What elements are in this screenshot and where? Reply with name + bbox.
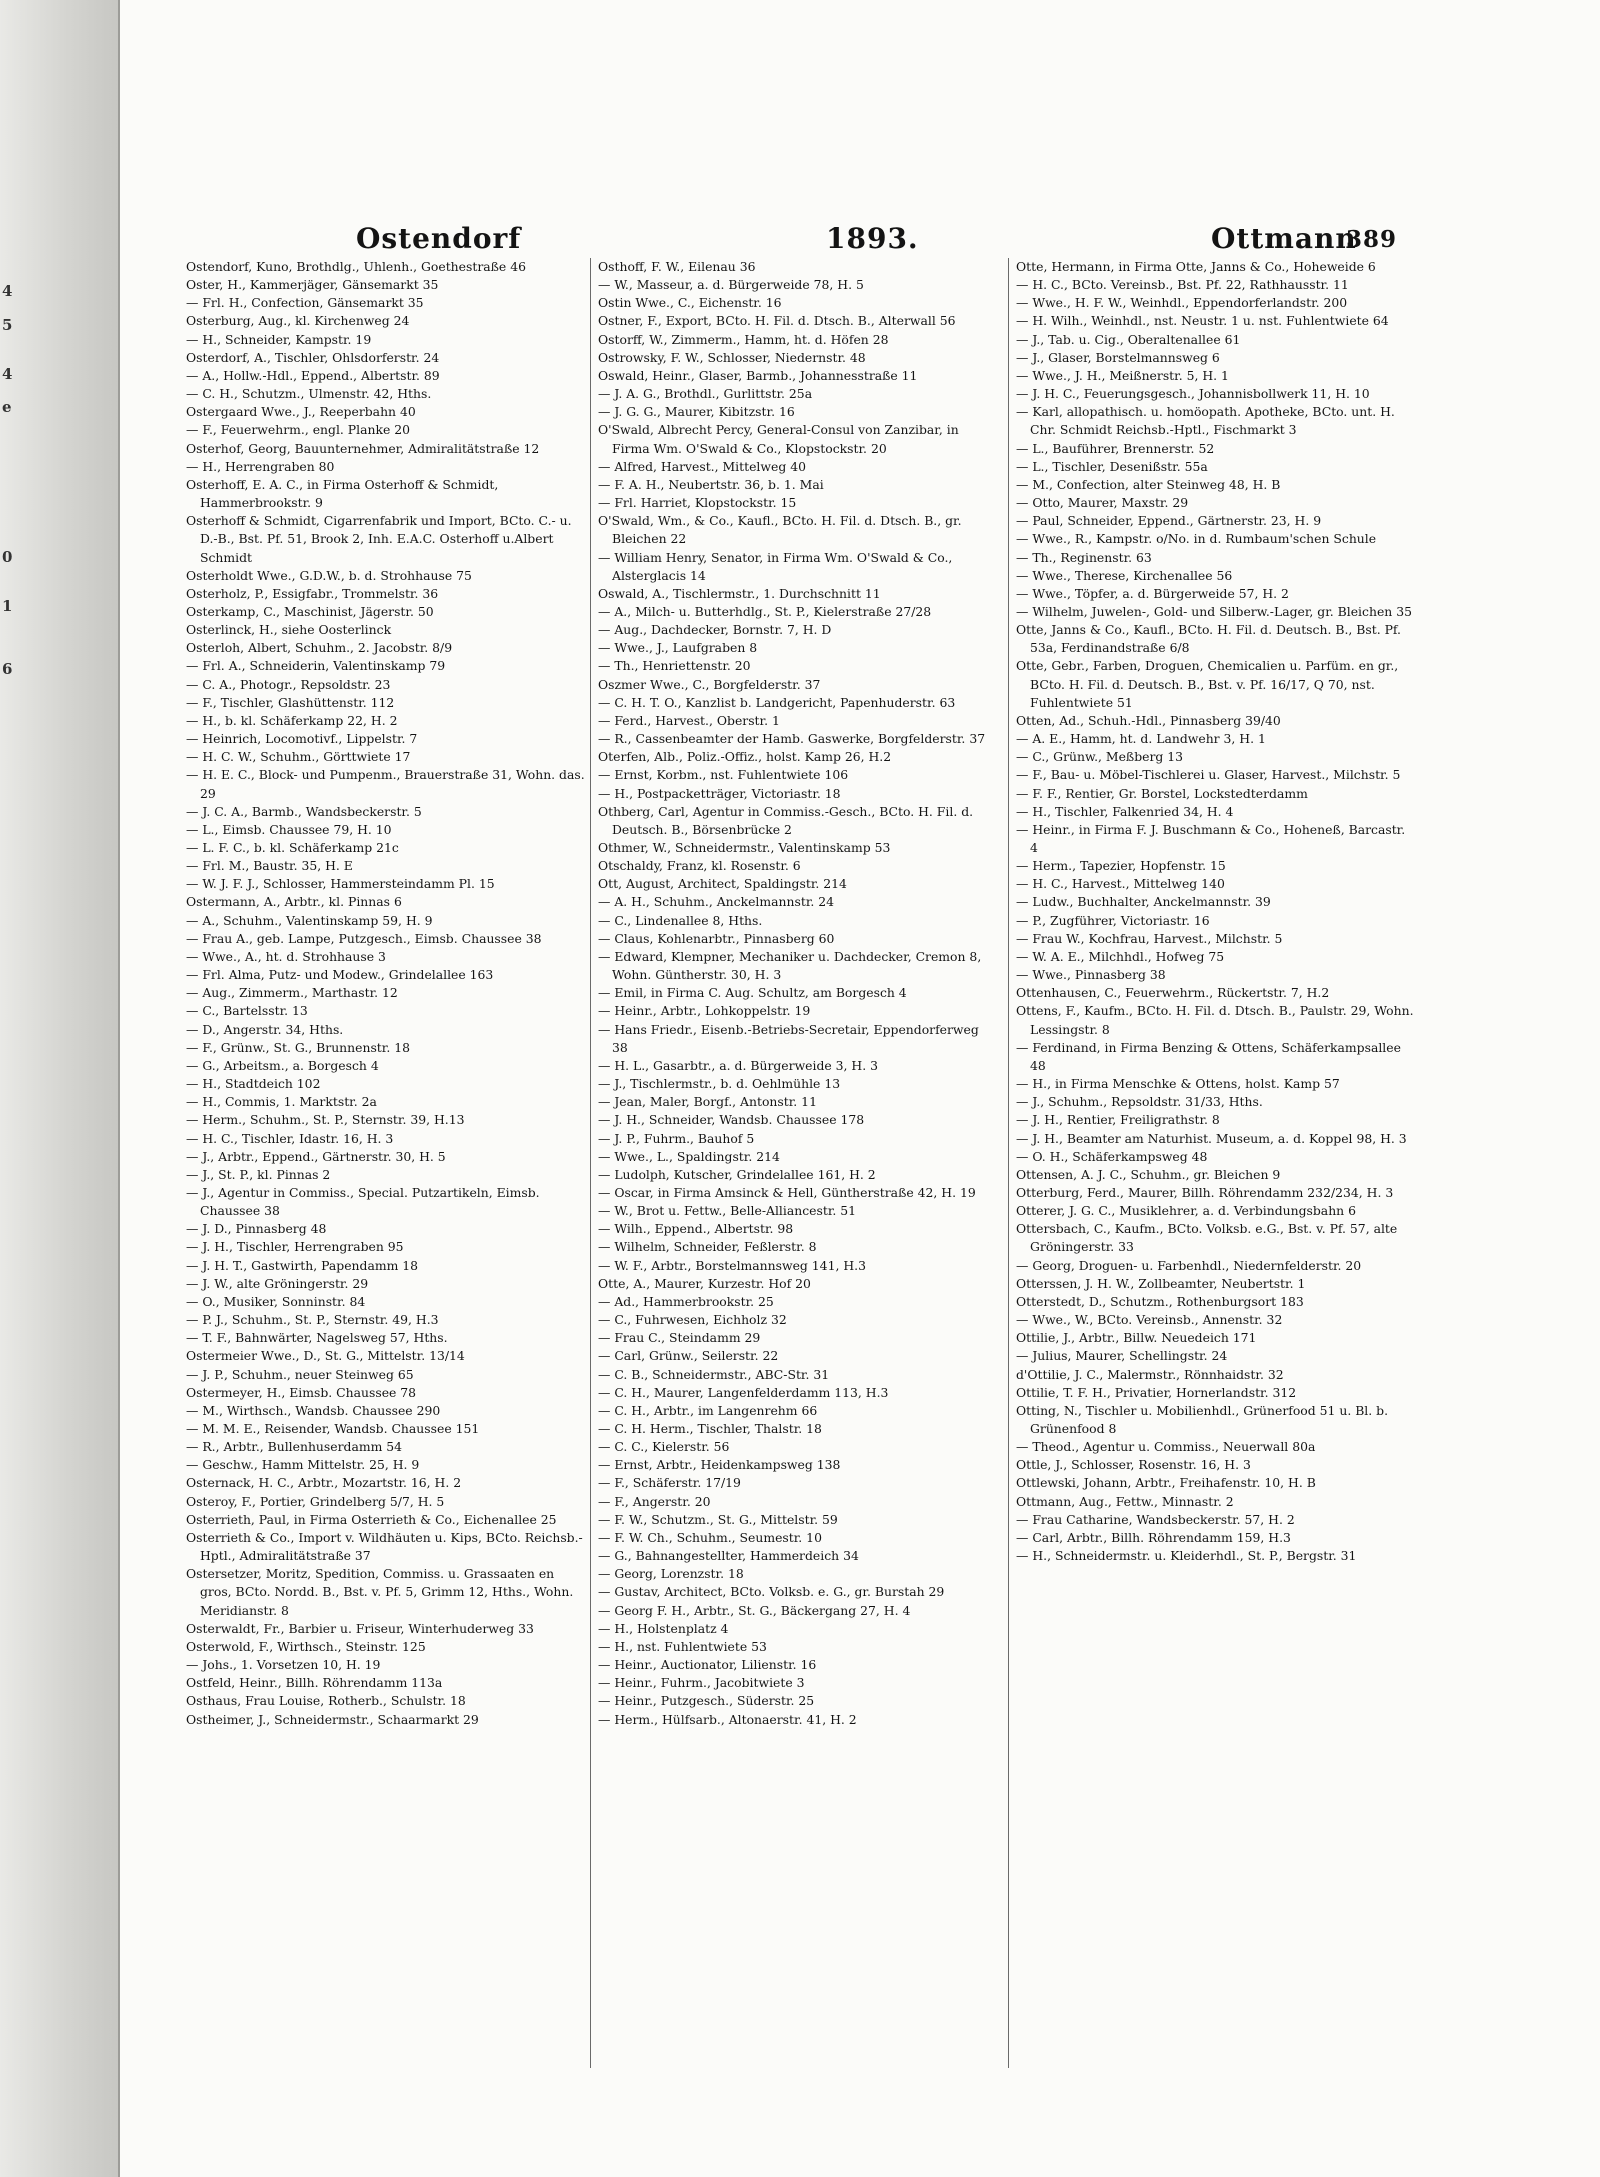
directory-entry: Ottenhausen, C., Feuerwehrm., Rückertstr. 7, H.2 <box>1016 985 1330 1001</box>
directory-entry: Otte, Janns & Co., Kaufl., BCto. H. Fil. d. Deutsch. B., Bst. Pf. 53a, Ferdinandstraße 6/8 <box>1016 622 1401 656</box>
margin-fragment: 5 <box>2 316 13 334</box>
directory-entry: — Karl, allopathisch. u. homöopath. Apotheke, BCto. unt. H. Chr. Schmidt Reichsb.-Hptl., Fischmarkt 3 <box>1016 404 1395 438</box>
directory-entry: Otterstedt, D., Schutzm., Rothenburgsort 183 <box>1016 1293 1304 1309</box>
directory-entry: Ottmann, Aug., Fettw., Minnastr. 2 <box>1016 1493 1234 1509</box>
directory-entry: — H. E. C., Block- und Pumpenm., Brauerstraße 31, Wohn. das. 29 <box>186 767 585 801</box>
directory-entry: — W., Brot u. Fettw., Belle-Alliancestr. 51 <box>598 1203 857 1219</box>
margin-fragment: 4 <box>2 282 13 300</box>
directory-entry: — C., Bartelsstr. 13 <box>186 1003 308 1019</box>
directory-entry: Otte, Hermann, in Firma Otte, Janns & Co., Hoheweide 6 <box>1016 259 1376 274</box>
directory-entry: — Heinr., Auctionator, Lilienstr. 16 <box>598 1657 817 1673</box>
directory-entry: — Wwe., Töpfer, a. d. Bürgerweide 57, H. 2 <box>1016 585 1289 601</box>
directory-entry: Oterfen, Alb., Poliz.-Offiz., holst. Kamp 26, H.2 <box>598 749 892 765</box>
directory-entry: — Frl. Alma, Putz- und Modew., Grindelallee 163 <box>186 967 494 983</box>
directory-entry: — Gustav, Architect, BCto. Volksb. e. G., gr. Burstah 29 <box>598 1584 945 1600</box>
directory-entry: — L., Tischler, Desenißstr. 55a <box>1016 458 1208 474</box>
directory-entry: — W. F., Arbtr., Borstelmannsweg 141, H.3 <box>598 1257 866 1273</box>
directory-entry: — J. D., Pinnasberg 48 <box>186 1221 327 1237</box>
directory-entry: — J. H., Tischler, Herrengraben 95 <box>186 1239 404 1255</box>
directory-entry: — O. H., Schäferkampsweg 48 <box>1016 1148 1208 1164</box>
directory-entry: — A., Schuhm., Valentinskamp 59, H. 9 <box>186 912 433 928</box>
directory-entry: — J. H. T., Gastwirth, Papendamm 18 <box>186 1257 419 1273</box>
directory-entry: Osterrieth, Paul, in Firma Osterrieth & Co., Eichenallee 25 <box>186 1511 557 1527</box>
directory-entry: Otten, Ad., Schuh.-Hdl., Pinnasberg 39/40 <box>1016 712 1281 728</box>
directory-entry: — Heinrich, Locomotivf., Lippelstr. 7 <box>186 731 418 747</box>
directory-entry: — Heinr., in Firma F. J. Buschmann & Co., Hoheneß, Barcastr. 4 <box>1016 821 1406 855</box>
directory-entry: — Carl, Arbtr., Billh. Röhrendamm 159, H.3 <box>1016 1529 1291 1545</box>
directory-entry: Ottle, J., Schlosser, Rosenstr. 16, H. 3 <box>1016 1457 1251 1473</box>
directory-entry: Ottilie, T. F. H., Privatier, Hornerlandstr. 312 <box>1016 1384 1297 1400</box>
directory-entry: — Johs., 1. Vorsetzen 10, H. 19 <box>186 1657 381 1673</box>
directory-entry: — Herm., Schuhm., St. P., Sternstr. 39, H.13 <box>186 1112 465 1128</box>
directory-entry: — Frau C., Steindamm 29 <box>598 1330 761 1346</box>
directory-entry: — J. P., Schuhm., neuer Steinweg 65 <box>186 1366 414 1382</box>
directory-entry: — J., Agentur in Commiss., Special. Putzartikeln, Eimsb. Chaussee 38 <box>186 1184 540 1219</box>
directory-entry: — J., St. P., kl. Pinnas 2 <box>186 1166 331 1182</box>
directory-entry: — W. J. F. J., Schlosser, Hammersteindamm Pl. 15 <box>186 876 495 892</box>
directory-entry: — C. H. Herm., Tischler, Thalstr. 18 <box>598 1421 822 1436</box>
directory-entry: Ostner, F., Export, BCto. H. Fil. d. Dtsch. B., Alterwall 56 <box>598 313 956 329</box>
facing-page-edge <box>0 0 120 2177</box>
directory-entry: — Frl. M., Baustr. 35, H. E <box>186 858 353 874</box>
directory-entry: — F. W. Ch., Schuhm., Seumestr. 10 <box>598 1529 822 1545</box>
directory-entry: — J., Arbtr., Eppend., Gärtnerstr. 30, H. 5 <box>186 1148 446 1164</box>
directory-entry: Otterssen, J. H. W., Zollbeamter, Neubertstr. 1 <box>1016 1275 1306 1291</box>
directory-entry: — A. E., Hamm, ht. d. Landwehr 3, H. 1 <box>1016 731 1266 747</box>
directory-entry: Ostrowsky, F. W., Schlosser, Niedernstr. 48 <box>598 349 866 365</box>
directory-entry: — F., Feuerwehrm., engl. Planke 20 <box>186 422 411 438</box>
directory-entry: Osterhof, Georg, Bauunternehmer, Admiralitätstraße 12 <box>186 440 540 456</box>
directory-entry: d'Ottilie, J. C., Malermstr., Rönnhaidstr. 32 <box>1016 1366 1284 1382</box>
directory-entry: — C. H., Arbtr., im Langenrehm 66 <box>598 1402 818 1418</box>
directory-entry: — Ernst, Korbm., nst. Fuhlentwiete 106 <box>598 767 849 783</box>
directory-entry: Osterholdt Wwe., G.D.W., b. d. Strohhause 75 <box>186 567 472 583</box>
directory-entry: — Ernst, Arbtr., Heidenkampsweg 138 <box>598 1457 841 1473</box>
directory-entry: — Wwe., H. F. W., Weinhdl., Eppendorferlandstr. 200 <box>1016 295 1348 311</box>
directory-entry: — M., Wirthsch., Wandsb. Chaussee 290 <box>186 1402 441 1418</box>
directory-entry: — Frau Catharine, Wandsbeckerstr. 57, H. 2 <box>1016 1511 1295 1527</box>
directory-entry: — F., Angerstr. 20 <box>598 1493 711 1509</box>
directory-entry: Oswald, Heinr., Glaser, Barmb., Johannesstraße 11 <box>598 367 918 383</box>
directory-entry: — F., Grünw., St. G., Brunnenstr. 18 <box>186 1039 410 1055</box>
directory-entry: — H., Stadtdeich 102 <box>186 1076 321 1092</box>
directory-entry: Osterloh, Albert, Schuhm., 2. Jacobstr. 8/9 <box>186 640 453 656</box>
directory-entry: Ostermeyer, H., Eimsb. Chaussee 78 <box>186 1384 417 1400</box>
directory-entry: — Oscar, in Firma Amsinck & Hell, Güntherstraße 42, H. 19 <box>598 1184 976 1200</box>
directory-entry: — J. H. C., Feuerungsgesch., Johannisbollwerk 11, H. 10 <box>1016 386 1370 402</box>
directory-entry: — G., Bahnangestellter, Hammerdeich 34 <box>598 1548 859 1564</box>
directory-entry: — F., Schäferstr. 17/19 <box>598 1475 741 1491</box>
directory-entry: — Th., Reginenstr. 63 <box>1016 549 1152 565</box>
directory-entry: — Heinr., Fuhrm., Jacobitwiete 3 <box>598 1675 805 1691</box>
directory-entry: — Edward, Klempner, Mechaniker u. Dachdecker, Cremon 8, Wohn. Güntherstr. 30, H. 3 <box>598 948 982 983</box>
directory-entry: Osterwold, F., Wirthsch., Steinstr. 125 <box>186 1638 426 1654</box>
directory-entry: — Wwe., L., Spaldingstr. 214 <box>598 1148 780 1164</box>
directory-entry: — J. H., Schneider, Wandsb. Chaussee 178 <box>598 1112 865 1128</box>
directory-entry: — Wwe., R., Kampstr. o/No. in d. Rumbaum'schen Schule <box>1016 531 1377 547</box>
running-head-first-entry: Ostendorf <box>356 222 522 255</box>
directory-entry: O'Swald, Wm., & Co., Kaufl., BCto. H. Fil. d. Dtsch. B., gr. Bleichen 22 <box>598 513 962 547</box>
directory-entry: — Aug., Dachdecker, Bornstr. 7, H. D <box>598 622 832 638</box>
directory-entry: Osteroy, F., Portier, Grindelberg 5/7, H. 5 <box>186 1493 445 1509</box>
directory-entry: — Wilh., Eppend., Albertstr. 98 <box>598 1221 794 1237</box>
directory-entry: — C. B., Schneidermstr., ABC-Str. 31 <box>598 1366 830 1382</box>
directory-entry: Ostermann, A., Arbtr., kl. Pinnas 6 <box>186 894 402 910</box>
directory-entry: — C. A., Photogr., Repsoldstr. 23 <box>186 676 391 692</box>
directory-column-2 <box>598 258 998 1729</box>
directory-entry: — Th., Henriettenstr. 20 <box>598 658 751 674</box>
directory-entry: Otte, A., Maurer, Kurzestr. Hof 20 <box>598 1275 811 1291</box>
directory-entry: Osternack, H. C., Arbtr., Mozartstr. 16, H. 2 <box>186 1475 462 1491</box>
directory-entry: — Ludw., Buchhalter, Anckelmannstr. 39 <box>1016 894 1271 910</box>
directory-entry: — H. Wilh., Weinhdl., nst. Neustr. 1 u. nst. Fuhlentwiete 64 <box>1016 313 1389 329</box>
directory-entry: Othmer, W., Schneidermstr., Valentinskamp 53 <box>598 840 891 855</box>
directory-entry: — H. C., Harvest., Mittelweg 140 <box>1016 876 1225 892</box>
directory-entry: — O., Musiker, Sonninstr. 84 <box>186 1293 366 1309</box>
directory-entry: — Georg F. H., Arbtr., St. G., Bäckergang 27, H. 4 <box>598 1602 911 1618</box>
directory-entry: Ostersetzer, Moritz, Spedition, Commiss. u. Grassaaten en gros, BCto. Nordd. B., Bst. v. Pf. 5, Grimm 12, Hths., Wohn. Meridianstr. 8 <box>186 1566 574 1618</box>
directory-entry: — Frl. Harriet, Klopstockstr. 15 <box>598 495 797 511</box>
directory-entry: Ostendorf, Kuno, Brothdlg., Uhlenh., Goethestraße 46 <box>186 259 526 274</box>
directory-entry: — Georg, Droguen- u. Farbenhdl., Niedernfelderstr. 20 <box>1016 1257 1362 1273</box>
directory-entry: — C. H., Maurer, Langenfelderdamm 113, H.3 <box>598 1384 889 1400</box>
directory-column-1 <box>186 258 586 1729</box>
directory-entry: — J., Schuhm., Repsoldstr. 31/33, Hths. <box>1016 1094 1263 1110</box>
directory-entry: — M., Confection, alter Steinweg 48, H. B <box>1016 476 1281 492</box>
directory-entry: — F., Tischler, Glashüttenstr. 112 <box>186 694 395 710</box>
directory-entry: — Julius, Maurer, Schellingstr. 24 <box>1016 1348 1228 1364</box>
directory-entry: — H., Herrengraben 80 <box>186 458 335 474</box>
directory-entry: — Wwe., Therese, Kirchenallee 56 <box>1016 567 1233 583</box>
directory-entry: Osterlinck, H., siehe Oosterlinck <box>186 622 392 638</box>
running-head-last-entry: Ottmann <box>1211 222 1357 255</box>
directory-entry: — H. L., Gasarbtr., a. d. Bürgerweide 3, H. 3 <box>598 1057 878 1073</box>
directory-entry: — C. H. T. O., Kanzlist b. Landgericht, Papenhuderstr. 63 <box>598 694 956 710</box>
directory-entry: — Carl, Grünw., Seilerstr. 22 <box>598 1348 779 1364</box>
directory-entry: — C., Fuhrwesen, Eichholz 32 <box>598 1312 787 1328</box>
directory-entry: Ottilie, J., Arbtr., Billw. Neuedeich 171 <box>1016 1330 1257 1346</box>
directory-entry: — A. H., Schuhm., Anckelmannstr. 24 <box>598 894 835 910</box>
running-head-year: 1893. <box>826 222 919 255</box>
directory-entry: — C. H., Schutzm., Ulmenstr. 42, Hths. <box>186 386 432 402</box>
directory-entry: Ostheimer, J., Schneidermstr., Schaarmarkt 29 <box>186 1711 479 1727</box>
directory-entry: — H., b. kl. Schäferkamp 22, H. 2 <box>186 712 398 728</box>
directory-entry: Otterburg, Ferd., Maurer, Billh. Röhrendamm 232/234, H. 3 <box>1016 1184 1394 1200</box>
directory-entry: — A., Hollw.-Hdl., Eppend., Albertstr. 89 <box>186 367 440 383</box>
directory-entry: — J., Glaser, Borstelmannsweg 6 <box>1016 349 1220 365</box>
directory-entry: — Jean, Maler, Borgf., Antonstr. 11 <box>598 1094 817 1110</box>
directory-entry: Ott, August, Architect, Spaldingstr. 214 <box>598 876 847 892</box>
margin-fragment: 1 <box>2 597 13 615</box>
directory-entry: — H., Holstenplatz 4 <box>598 1620 729 1636</box>
directory-entry: — J. H., Rentier, Freiligrathstr. 8 <box>1016 1112 1220 1128</box>
directory-entry: Ostfeld, Heinr., Billh. Röhrendamm 113a <box>186 1675 443 1691</box>
directory-entry: — H., nst. Fuhlentwiete 53 <box>598 1638 767 1654</box>
directory-entry: — Aug., Zimmerm., Marthastr. 12 <box>186 985 398 1001</box>
directory-entry: Osterwaldt, Fr., Barbier u. Friseur, Winterhuderweg 33 <box>186 1620 534 1636</box>
directory-entry: — Wwe., J., Laufgraben 8 <box>598 640 758 656</box>
directory-entry: — Wwe., J. H., Meißnerstr. 5, H. 1 <box>1016 367 1229 383</box>
directory-entry: Osterdorf, A., Tischler, Ohlsdorferstr. 24 <box>186 349 440 365</box>
directory-entry: Oszmer Wwe., C., Borgfelderstr. 37 <box>598 676 821 692</box>
directory-entry: — D., Angerstr. 34, Hths. <box>186 1021 344 1037</box>
directory-entry: — F. F., Rentier, Gr. Borstel, Lockstedterdamm <box>1016 785 1308 801</box>
directory-entry: — Ferd., Harvest., Oberstr. 1 <box>598 712 780 728</box>
directory-entry: — J., Tab. u. Cig., Oberaltenallee 61 <box>1016 331 1241 347</box>
directory-entry: — Claus, Kohlenarbtr., Pinnasberg 60 <box>598 930 835 946</box>
directory-entry: — A., Milch- u. Butterhdlg., St. P., Kielerstraße 27/28 <box>598 603 932 619</box>
directory-page <box>186 200 1416 2130</box>
directory-entry: — Hans Friedr., Eisenb.-Betriebs-Secretair, Eppendorferweg 38 <box>598 1021 979 1055</box>
directory-entry: — Wilhelm, Juwelen-, Gold- und Silberw.-Lager, gr. Bleichen 35 <box>1016 603 1412 619</box>
directory-entry: — C., Grünw., Meßberg 13 <box>1016 749 1184 765</box>
directory-entry: — L., Bauführer, Brennerstr. 52 <box>1016 440 1215 456</box>
directory-entry: Otte, Gebr., Farben, Droguen, Chemicalien u. Parfüm. en gr., BCto. H. Fil. d. Deutsch. B., Bst. v. Pf. 16/17, Q 70, nst. Fuhlentwiete 51 <box>1016 658 1399 710</box>
directory-entry: — H., Schneidermstr. u. Kleiderhdl., St. P., Bergstr. 31 <box>1016 1548 1357 1564</box>
directory-entry: — Heinr., Arbtr., Lohkoppelstr. 19 <box>598 1003 811 1019</box>
directory-entry: — M. M. E., Reisender, Wandsb. Chaussee 151 <box>186 1421 480 1436</box>
directory-entry: — Geschw., Hamm Mittelstr. 25, H. 9 <box>186 1457 420 1473</box>
directory-entry: — Frau A., geb. Lampe, Putzgesch., Eimsb. Chaussee 38 <box>186 930 542 946</box>
directory-entry: — Ad., Hammerbrookstr. 25 <box>598 1293 774 1309</box>
directory-entry: — Herm., Tapezier, Hopfenstr. 15 <box>1016 858 1226 874</box>
directory-entry: — Otto, Maurer, Maxstr. 29 <box>1016 495 1189 511</box>
directory-entry: — Wwe., Pinnasberg 38 <box>1016 967 1166 983</box>
directory-entry: Othberg, Carl, Agentur in Commiss.-Gesch., BCto. H. Fil. d. Deutsch. B., Börsenbrücke 2 <box>598 803 974 837</box>
directory-entry: — Herm., Hülfsarb., Altonaerstr. 41, H. 2 <box>598 1711 857 1727</box>
directory-entry: — P. J., Schuhm., St. P., Sternstr. 49, H.3 <box>186 1312 439 1328</box>
column-divider <box>1008 258 1009 2068</box>
directory-entry: — Theod., Agentur u. Commiss., Neuerwall 80a <box>1016 1439 1316 1455</box>
column-divider <box>590 258 591 2068</box>
directory-entry: — J. P., Fuhrm., Bauhof 5 <box>598 1130 755 1146</box>
directory-entry: Osterrieth & Co., Import v. Wildhäuten u. Kips, BCto. Reichsb.-Hptl., Admiralitätstraße 37 <box>186 1529 583 1564</box>
directory-entry: — J. C. A., Barmb., Wandsbeckerstr. 5 <box>186 803 422 819</box>
directory-entry: Osterholz, P., Essigfabr., Trommelstr. 36 <box>186 585 439 601</box>
directory-entry: — Frl. H., Confection, Gänsemarkt 35 <box>186 295 424 311</box>
directory-entry: — C., Lindenallee 8, Hths. <box>598 912 763 928</box>
directory-entry: Osthaus, Frau Louise, Rotherb., Schulstr. 18 <box>186 1693 466 1709</box>
directory-entry: — Ludolph, Kutscher, Grindelallee 161, H. 2 <box>598 1166 876 1182</box>
directory-entry: — Georg, Lorenzstr. 18 <box>598 1566 744 1582</box>
directory-entry: — J., Tischlermstr., b. d. Oehlmühle 13 <box>598 1076 841 1092</box>
page-number: 389 <box>1346 226 1398 253</box>
directory-entry: Osterburg, Aug., kl. Kirchenweg 24 <box>186 313 410 329</box>
directory-entry: Oster, H., Kammerjäger, Gänsemarkt 35 <box>186 277 439 293</box>
directory-entry: — R., Cassenbeamter der Hamb. Gaswerke, Borgfelderstr. 37 <box>598 731 986 747</box>
directory-entry: Ottersbach, C., Kaufm., BCto. Volksb. e.G., Bst. v. Pf. 57, alte Gröningerstr. 33 <box>1016 1221 1398 1255</box>
directory-entry: Osterhoff & Schmidt, Cigarrenfabrik und Import, BCto. C.- u. D.-B., Bst. Pf. 51, Brook 2, Inh. E.A.C. Osterhoff u.Albert Schmidt <box>186 513 572 565</box>
directory-entry: — Frau W., Kochfrau, Harvest., Milchstr. 5 <box>1016 930 1283 946</box>
directory-entry: — Emil, in Firma C. Aug. Schultz, am Borgesch 4 <box>598 985 907 1001</box>
directory-entry: Ostergaard Wwe., J., Reeperbahn 40 <box>186 404 416 420</box>
directory-entry: — R., Arbtr., Bullenhuserdamm 54 <box>186 1439 403 1455</box>
directory-entry: — H., in Firma Menschke & Ottens, holst. Kamp 57 <box>1016 1076 1340 1092</box>
directory-entry: Ostin Wwe., C., Eichenstr. 16 <box>598 295 782 311</box>
directory-entry: — J. W., alte Gröningerstr. 29 <box>186 1275 369 1291</box>
directory-entry: — F., Bau- u. Möbel-Tischlerei u. Glaser, Harvest., Milchstr. 5 <box>1016 767 1401 783</box>
directory-entry: — H., Postpacketträger, Victoriastr. 18 <box>598 785 841 801</box>
directory-entry: — H., Tischler, Falkenried 34, H. 4 <box>1016 803 1234 819</box>
directory-entry: Otting, N., Tischler u. Mobilienhdl., Grünerfood 51 u. Bl. b. Grünenfood 8 <box>1016 1402 1389 1436</box>
directory-entry: — H., Schneider, Kampstr. 19 <box>186 331 372 347</box>
directory-entry: Ostermeier Wwe., D., St. G., Mittelstr. 13/14 <box>186 1348 465 1364</box>
directory-entry: — Heinr., Putzgesch., Süderstr. 25 <box>598 1693 815 1709</box>
margin-fragment: e <box>2 398 12 416</box>
directory-entry: Oswald, A., Tischlermstr., 1. Durchschnitt 11 <box>598 585 881 601</box>
directory-entry: — Frl. A., Schneiderin, Valentinskamp 79 <box>186 658 446 674</box>
directory-entry: Otterer, J. G. C., Musiklehrer, a. d. Verbindungsbahn 6 <box>1016 1203 1356 1219</box>
directory-entry: Otschaldy, Franz, kl. Rosenstr. 6 <box>598 858 801 874</box>
directory-entry: — W. A. E., Milchhdl., Hofweg 75 <box>1016 948 1225 964</box>
margin-fragment: 0 <box>2 548 13 566</box>
directory-entry: — J. G. G., Maurer, Kibitzstr. 16 <box>598 404 795 420</box>
directory-entry: — P., Zugführer, Victoriastr. 16 <box>1016 912 1210 928</box>
directory-entry: — H. C., BCto. Vereinsb., Bst. Pf. 22, Rathhausstr. 11 <box>1016 277 1349 293</box>
directory-entry: — G., Arbeitsm., a. Borgesch 4 <box>186 1057 379 1073</box>
directory-entry: Ottlewski, Johann, Arbtr., Freihafenstr. 10, H. B <box>1016 1475 1316 1491</box>
directory-entry: — T. F., Bahnwärter, Nagelsweg 57, Hths. <box>186 1330 448 1346</box>
directory-entry: — L. F. C., b. kl. Schäferkamp 21c <box>186 840 399 855</box>
directory-entry: — F. W., Schutzm., St. G., Mittelstr. 59 <box>598 1511 838 1527</box>
directory-entry: — H., Commis, 1. Marktstr. 2a <box>186 1094 377 1110</box>
directory-entry: — W., Masseur, a. d. Bürgerweide 78, H. 5 <box>598 277 864 293</box>
directory-entry: Osthoff, F. W., Eilenau 36 <box>598 259 756 274</box>
directory-entry: — Wilhelm, Schneider, Feßlerstr. 8 <box>598 1239 817 1255</box>
directory-entry: — C. C., Kielerstr. 56 <box>598 1439 730 1455</box>
directory-entry: — William Henry, Senator, in Firma Wm. O'Swald & Co., Alsterglacis 14 <box>598 549 953 583</box>
directory-entry: — H. C., Tischler, Idastr. 16, H. 3 <box>186 1130 394 1146</box>
directory-entry: — H. C. W., Schuhm., Görttwiete 17 <box>186 749 411 765</box>
directory-entry: — Paul, Schneider, Eppend., Gärtnerstr. 23, H. 9 <box>1016 513 1322 529</box>
directory-entry: — J. A. G., Brothdl., Gurlittstr. 25a <box>598 386 813 402</box>
directory-entry: — Alfred, Harvest., Mittelweg 40 <box>598 458 806 474</box>
directory-entry: — J. H., Beamter am Naturhist. Museum, a. d. Koppel 98, H. 3 <box>1016 1130 1407 1146</box>
directory-entry: Ottensen, A. J. C., Schuhm., gr. Bleichen 9 <box>1016 1166 1281 1182</box>
directory-entry: — F. A. H., Neubertstr. 36, b. 1. Mai <box>598 476 824 492</box>
directory-entry: O'Swald, Albrecht Percy, General-Consul von Zanzibar, in Firma Wm. O'Swald & Co., Klopstockstr. 20 <box>598 422 959 456</box>
directory-entry: — Wwe., A., ht. d. Strohhause 3 <box>186 948 386 964</box>
margin-fragment: 6 <box>2 660 13 678</box>
directory-entry: — Wwe., W., BCto. Vereinsb., Annenstr. 32 <box>1016 1312 1283 1328</box>
directory-entry: Osterkamp, C., Maschinist, Jägerstr. 50 <box>186 603 434 619</box>
directory-entry: — Ferdinand, in Firma Benzing & Ottens, Schäferkampsallee 48 <box>1016 1039 1401 1073</box>
directory-column-3 <box>1016 258 1416 1565</box>
directory-entry: Ottens, F., Kaufm., BCto. H. Fil. d. Dtsch. B., Paulstr. 29, Wohn. Lessingstr. 8 <box>1016 1003 1414 1037</box>
margin-fragment: 4 <box>2 365 13 383</box>
directory-entry: — L., Eimsb. Chaussee 79, H. 10 <box>186 821 392 837</box>
directory-entry: Osterhoff, E. A. C., in Firma Osterhoff & Schmidt, Hammerbrookstr. 9 <box>186 476 499 511</box>
directory-entry: Ostorff, W., Zimmerm., Hamm, ht. d. Höfen 28 <box>598 331 889 347</box>
